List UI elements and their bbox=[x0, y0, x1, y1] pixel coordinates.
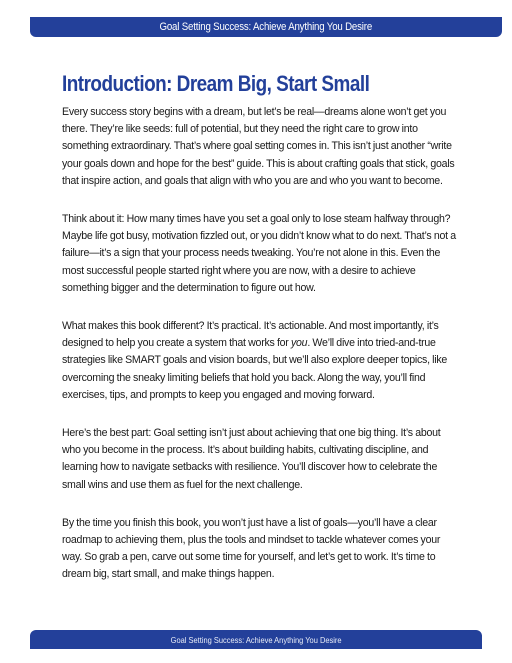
paragraph-3-emphasis: you bbox=[290, 337, 308, 350]
paragraph-3-text-end: . We’ll dive into tried-and-true strategies like SMART goals and vision boards, but we’ll also explore deeper topics, like overcoming the sneaky limiting beliefs that hold you back. Along the way, you’ll find exercises, tips, and prompts to keep you engaged and moving forward. bbox=[62, 337, 448, 401]
paragraph-4: Here’s the best part: Goal setting isn’t just about achieving that one big thing. It’s about who you become in the process. It’s about building habits, cultivating discipline, and learning how to navigate setbacks with resilience. You’ll discover how to celebrate the small wins and use them as fuel for the next challenge. bbox=[62, 427, 441, 491]
paragraph-1: Every success story begins with a dream, but let’s be real—dreams alone won’t get you there. They’re like seeds: full of potential, but they need the right care to grow into something extraordinary. That’s where goal setting comes in. This isn’t just another “write your goals down and hope for the best” guide. This is about crafting goals that stick, goals that inspire action, and goals that align with who you are and who you want to become. bbox=[62, 106, 455, 187]
header-banner bbox=[30, 17, 502, 37]
paragraph-3-text-start: What makes this book different? It’s practical. It’s actionable. And most importantly, it’s designed to help you create a system that works for bbox=[62, 320, 439, 350]
chapter-heading: Introduction: Dream Big, Start Small bbox=[62, 71, 370, 96]
header-title: Goal Setting Success: Achieve Anything You Desire bbox=[159, 21, 373, 33]
footer-banner bbox=[30, 630, 482, 649]
main-content bbox=[62, 70, 458, 605]
paragraph-5: By the time you finish this book, you won’t just have a list of goals—you’ll have a clear roadmap to achieving them, plus the tools and mindset to tackle whatever comes your way. So grab a pen, carve out some time for yourself, and let’s get to work. It’s time to dream big, start small, and make things happen. bbox=[62, 516, 441, 581]
paragraph-2: Think about it: How many times have you set a goal only to lose steam halfway through? Maybe life got busy, motivation fizzled out, or you didn’t know what to do next. That’s not a failure—it’s a sign that your process needs tweaking. You’re not alone in this. Even the most successful people started right where you are now, with a desire to achieve something bigger and the determination to figure out how. bbox=[62, 213, 456, 294]
paragraph-3 bbox=[62, 318, 458, 404]
footer-title: Goal Setting Success: Achieve Anything You Desire bbox=[170, 634, 342, 645]
